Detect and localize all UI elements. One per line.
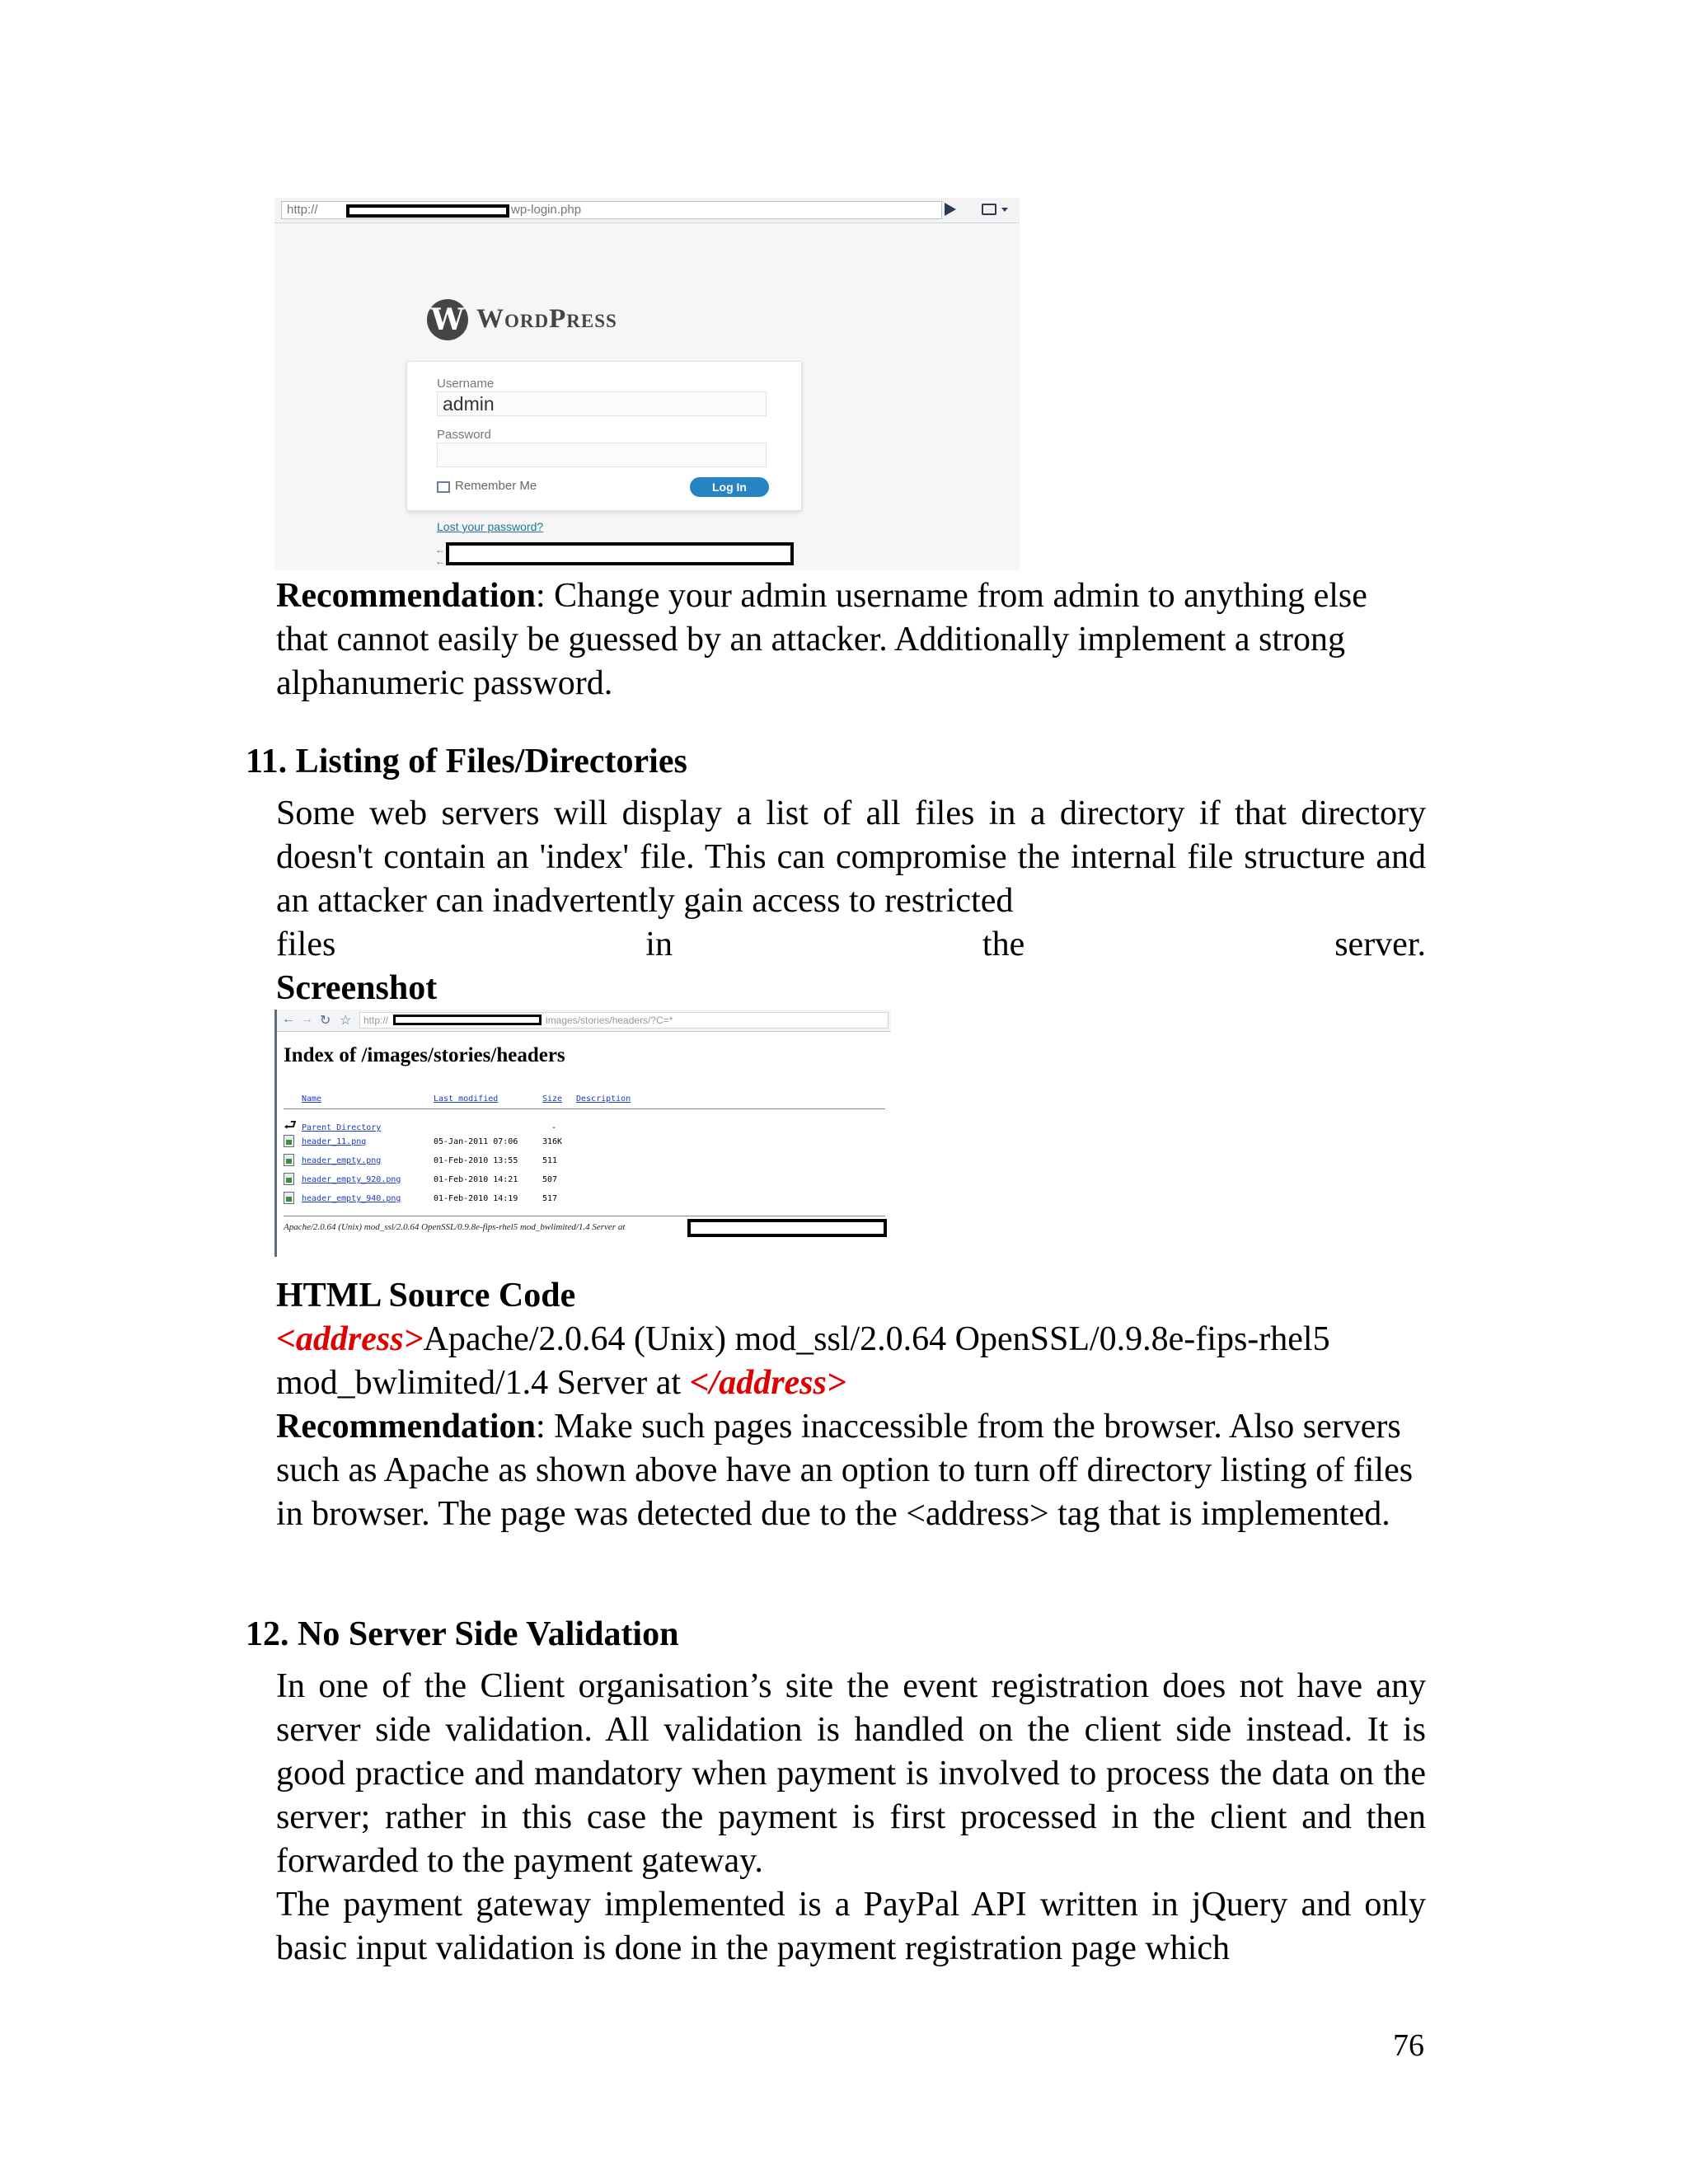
page-menu-icon[interactable] [982,204,996,215]
image-file-icon [284,1154,294,1166]
wordpress-logo-text: WordPress [476,304,617,334]
column-header-name[interactable]: Name [302,1094,322,1104]
file-modified: 01-Feb-2010 14:21 [434,1175,518,1184]
browser-address-bar [274,198,1020,223]
file-name-link[interactable]: header_empty_920.png [302,1175,401,1184]
column-header-description[interactable]: Description [576,1094,631,1104]
word-files: files [276,926,336,963]
chevron-down-icon[interactable] [1001,208,1008,212]
forward-arrow-icon[interactable]: → [300,1012,313,1026]
section-11-body: Some web servers will display a list of all files in a directory if that directory doesn't contain an 'index' file. This can compromise the internal file structure and an attacker can inadvertently gain access to restricted [276,794,1426,920]
header-divider [284,1108,885,1109]
parent-directory-link[interactable]: Parent Directory [302,1123,382,1132]
file-name-link[interactable]: header_empty_940.png [302,1194,401,1203]
section-12-paragraph-2: The payment gateway implemented is a PayPal API written in jQuery and only basic input validation is done in the payment registration page which [276,1886,1426,1967]
parent-directory-size: - [551,1123,557,1132]
address-content: Apache/2.0.64 (Unix) mod_ssl/2.0.64 OpenSSL/0.9.8e-fips-rhel5 mod_bwlimited/1.4 Server at [276,1320,1330,1402]
file-modified: 05-Jan-2011 07:06 [434,1137,518,1146]
html-source-heading: HTML Source Code [276,1277,576,1315]
column-header-size[interactable]: Size [542,1094,563,1104]
redacted-box [687,1219,887,1237]
recommendation-paragraph [276,574,1426,705]
screenshot-label: Screenshot [276,969,438,1007]
word-the: the [982,926,1025,963]
username-label: Username [437,377,495,391]
address-url-field[interactable] [359,1012,889,1029]
address-open-tag: <address> [276,1320,424,1358]
url-suffix: wp-login.php [511,203,582,217]
file-name-link[interactable]: header_11.png [302,1137,367,1146]
section-12-paragraph-1: In one of the Client organisation’s site the event registration does not have any server side validation. All validation is handled on the client side instead. It is good practice and mandatory when payment is involved to process the data on the server; rather in this case the payment is first processed in the client and then forwarded to the payment gateway. [276,1667,1426,1880]
word-server: server. [1334,926,1426,963]
page-number: 76 [1393,2028,1424,2063]
index-title: Index of /images/stories/headers [284,1044,565,1066]
recommendation-paragraph [276,1405,1426,1536]
redacted-box [446,542,794,565]
file-modified: 01-Feb-2010 14:19 [434,1194,518,1203]
url-prefix: http:// [363,1015,389,1026]
file-size: 511 [542,1156,558,1165]
browser-nav-bar [277,1010,891,1032]
redacted-box [393,1015,542,1025]
wordpress-w-icon: W [427,299,468,340]
remember-me-checkbox[interactable] [437,481,450,493]
password-label: Password [437,428,491,442]
url-prefix: http:// [287,203,318,217]
html-source-code [276,1318,1426,1405]
recommendation-label: Recommendation [276,1408,536,1446]
column-header-last-modified[interactable]: Last modified [434,1094,499,1104]
file-size: 507 [542,1175,558,1184]
file-name-link[interactable]: header_empty.png [302,1156,382,1165]
image-file-icon [284,1192,294,1204]
redacted-box [346,204,509,218]
lost-password-link[interactable]: Lost your password? [437,520,544,533]
image-file-icon [284,1135,294,1147]
star-icon[interactable]: ☆ [340,1014,352,1028]
wordpress-login-screenshot [274,198,1020,570]
remember-me-label: Remember Me [455,479,537,493]
file-modified: 01-Feb-2010 13:55 [434,1156,518,1165]
address-close-tag: </address> [689,1364,846,1402]
image-file-icon [284,1173,294,1185]
parent-directory-icon: ⮐ [284,1117,298,1134]
section-11-last-line [276,923,1426,967]
recommendation-text: : Make such pages inaccessible from the browser. Also servers such as Apache as shown above have an option to turn off directory listing of files in browser. The page was detected due to the <address> tag that is implemented. [276,1408,1414,1533]
back-arrow-icon[interactable]: ← [282,1012,295,1026]
server-signature: Apache/2.0.64 (Unix) mod_ssl/2.0.64 OpenSSL/0.9.8e-fips-rhel5 mod_bwlimited/1.4 Server at [284,1222,626,1232]
password-input[interactable] [437,443,767,467]
username-input[interactable]: admin [437,391,767,416]
login-form [406,361,802,511]
address-url-field[interactable] [281,201,942,219]
back-to-site-link[interactable]: ← ← [435,544,445,567]
reload-icon[interactable]: ↻ [320,1014,331,1028]
word-in: in [645,926,673,963]
directory-listing-screenshot [274,1010,891,1257]
recommendation-text: : Change your admin username from admin to anything else that cannot easily be guessed by an attacker. Additionally implement a strong alphanumeric password. [276,577,1367,702]
url-suffix: images/stories/headers/?C=* [546,1015,673,1026]
section-11-heading: 11. Listing of Files/Directories [246,743,687,780]
recommendation-label: Recommendation [276,577,536,615]
section-12-heading: 12. No Server Side Validation [246,1615,679,1653]
file-size: 316K [542,1137,563,1146]
go-arrow-icon[interactable] [945,203,956,216]
log-in-button[interactable]: Log In [690,477,769,497]
file-size: 517 [542,1194,558,1203]
